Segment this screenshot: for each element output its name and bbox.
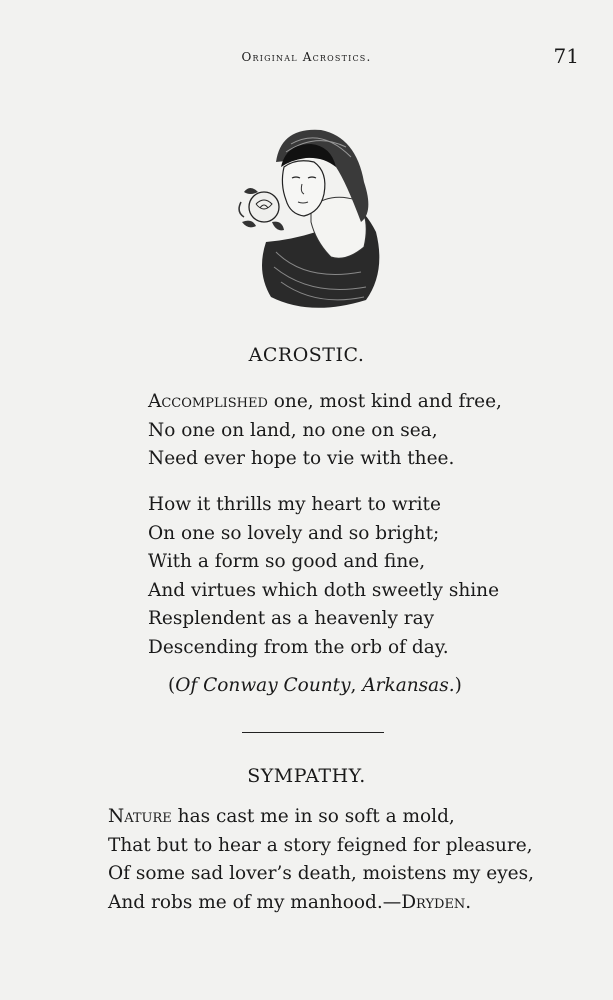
- poem-line: On one so lovely and so bright;: [148, 522, 440, 544]
- author-name: Dryden.: [401, 891, 472, 913]
- attribution-of: Of: [175, 675, 198, 696]
- woman-with-rose-engraving-icon: [236, 122, 386, 312]
- poem-line: No one on land, no one on sea,: [148, 419, 438, 441]
- initial-word: Accomplished: [148, 391, 268, 412]
- attribution-state: Arkansas.: [362, 675, 455, 696]
- paren-open: (: [168, 675, 176, 696]
- poem-line: How it thrills my heart to write: [148, 494, 441, 515]
- sympathy-title: SYMPATHY.: [247, 765, 366, 787]
- acrostic-stanza-2: [148, 491, 499, 662]
- line-text: one, most kind and free,: [267, 391, 502, 412]
- poem-line: With a form so good and fine,: [148, 551, 426, 572]
- poem-line: Need ever hope to vie with thee.: [148, 448, 455, 469]
- attribution-comma: ,: [350, 675, 363, 696]
- acrostic-stanza-1: [148, 388, 502, 474]
- section-divider: [242, 732, 384, 733]
- initial-word: Nature: [108, 806, 172, 827]
- poem-line: Resplendent as a heavenly ray: [148, 608, 435, 629]
- line-text: has cast me in so soft a mold,: [171, 806, 455, 827]
- poem-line: Descending from the orb of day.: [148, 636, 449, 658]
- attribution-county: Conway County: [203, 675, 351, 696]
- running-head: Original Acrostics.: [241, 50, 372, 64]
- paren-close: ): [454, 675, 462, 696]
- poem-line: [108, 803, 534, 832]
- sympathy-stanza: [108, 803, 534, 917]
- poem-line: Of some sad lover’s death, moistens my eyes,: [108, 863, 534, 884]
- poem-line: [108, 889, 534, 918]
- acrostic-title: ACROSTIC.: [248, 344, 365, 366]
- acrostic-attribution: [168, 675, 462, 696]
- poem-line: [148, 388, 502, 417]
- page-number: 71: [553, 44, 579, 68]
- poem-line: And virtues which doth sweetly shine: [148, 579, 500, 601]
- poem-line: That but to hear a story feigned for pleasure,: [108, 834, 533, 856]
- line-text: And robs me of my manhood.—: [108, 891, 402, 913]
